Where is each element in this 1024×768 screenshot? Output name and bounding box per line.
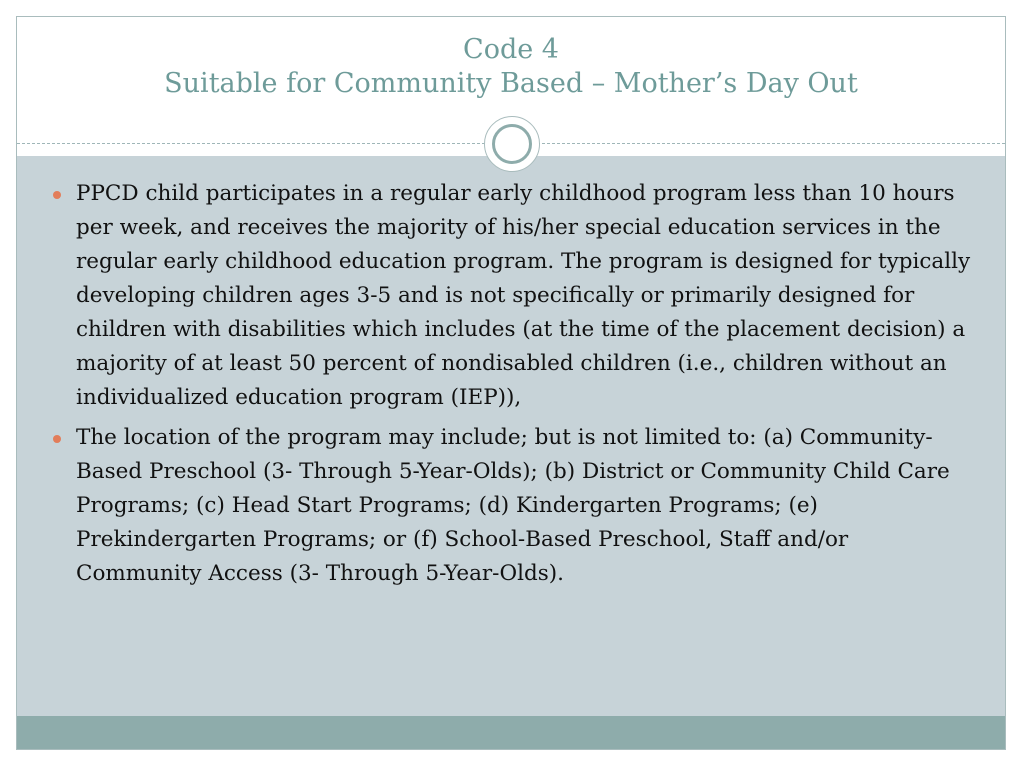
footer-band — [17, 716, 1005, 750]
circle-ring-inner — [492, 124, 532, 164]
slide — [16, 16, 1006, 750]
slide-title-line-2: Suitable for Community Based – Mother’s Day Out — [164, 68, 858, 99]
bullet-text: PPCD child participates in a regular early childhood program less than 10 hours per week, and receives the majority of his/her special education services in the regular early childhood education program. The program is designed for typically developing children ages 3-5 and is not specifically or primarily designed for children with disabilities which includes (at the time of the placement decision) a majority of at least 50 percent of nondisabled children (i.e., children without an individualized education program (IEP)), — [76, 181, 971, 410]
slide-title-line-1: Code 4 — [463, 34, 559, 65]
bullet-dot-icon — [53, 191, 61, 199]
circle-ring-icon — [484, 116, 540, 172]
bullet-text: The location of the program may include; but is not limited to: (a) Community-Based Preschool (3- Through 5-Year-Olds); (b) District or Community Child Care Programs; (c) Head Start Programs; (d) Kindergarten Programs; (e) Prekindergarten Programs; or (f) School-Based Preschool, Staff and/or Community Access (3- Through 5-Year-Olds). — [76, 425, 950, 586]
bullet-list — [53, 177, 973, 597]
bullet-item — [53, 177, 973, 415]
bullet-item — [53, 421, 973, 591]
bullet-dot-icon — [53, 435, 61, 443]
